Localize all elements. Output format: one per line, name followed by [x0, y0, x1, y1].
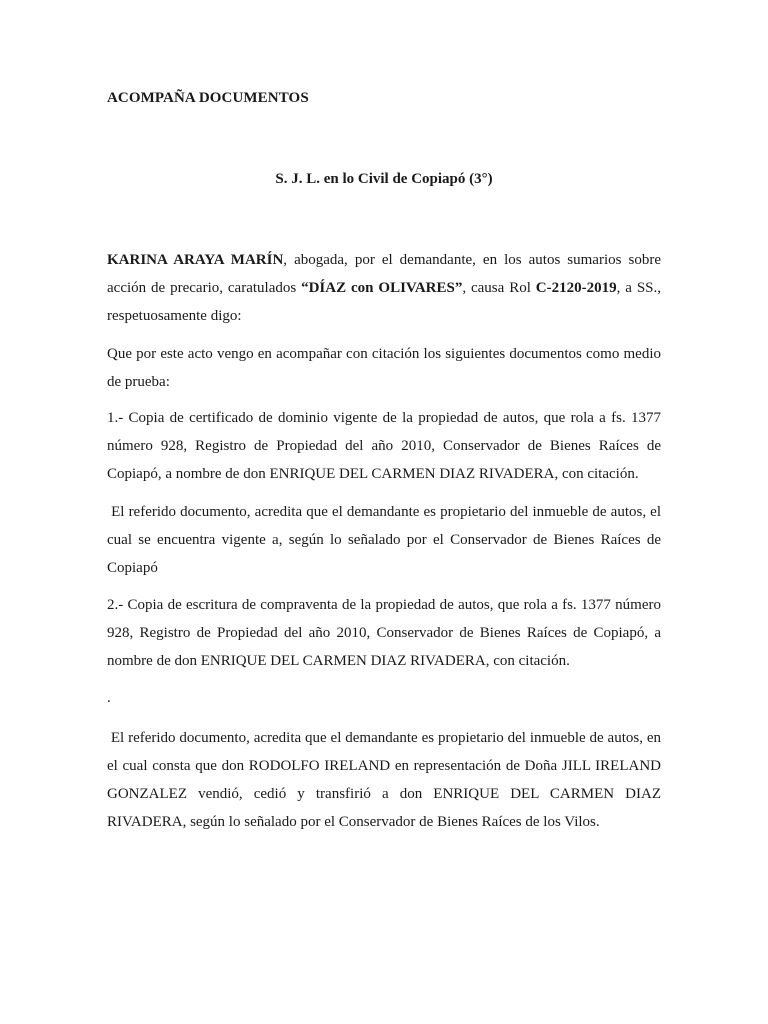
intro-paragraph — [107, 246, 661, 330]
court-heading: S. J. L. en lo Civil de Copiapó (3°) — [275, 171, 493, 187]
intro-text-1: , abogada, por el demandante, en los autos sumarios sobre acción de precario, caratulados — [107, 252, 661, 296]
document-item-1-note — [107, 498, 661, 582]
document-title: ACOMPAÑA DOCUMENTOS — [107, 90, 309, 106]
case-name: “DÍAZ con OLIVARES” — [301, 280, 463, 296]
document-item-1: 1.- Copia de certificado de dominio vigente de la propiedad de autos, que rola a fs. 1377 número 928, Registro de Propiedad del año 2010, Conservador de Bienes Raíces de Copiapó, a nombre de don ENRIQUE DEL CARMEN DIAZ RIVADERA, con citación. — [107, 410, 661, 482]
document-item-1-note-text: El referido documento, acredita que el demandante es propietario del inmueble de autos, el cual se encuentra vigente a, según lo señalado por el Conservador de Bienes Raíces de Copiapó — [107, 504, 662, 576]
stray-period: . — [107, 690, 111, 706]
document-item-2-note-text: El referido documento, acredita que el demandante es propietario del inmueble de autos, en el cual consta que don RODOLFO IRELAND en representación de Doña JILL IRELAND GONZALEZ vendió, cedió y transfirió a don ENRIQUE DEL CARMEN DIAZ RIVADERA, según lo señalado por el Conservador de Bienes Raíces de los Vilos. — [107, 730, 661, 830]
request-paragraph: Que por este acto vengo en acompañar con citación los siguientes documentos como medio de prueba: — [107, 346, 661, 390]
intro-text-2: , causa Rol — [462, 280, 536, 296]
document-item-2: 2.- Copia de escritura de compraventa de la propiedad de autos, que rola a fs. 1377 número 928, Registro de Propiedad del año 2010, Conservador de Bienes Raíces de Copiapó, a nombre de don ENRIQUE DEL CARMEN DIAZ RIVADERA, con citación. — [107, 597, 661, 669]
lawyer-name: KARINA ARAYA MARÍN — [107, 252, 284, 268]
case-rol: C-2120-2019 — [535, 280, 617, 296]
document-item-2-note — [107, 724, 661, 836]
intro-text-3: , a SS., respetuosamente digo: — [107, 280, 662, 324]
